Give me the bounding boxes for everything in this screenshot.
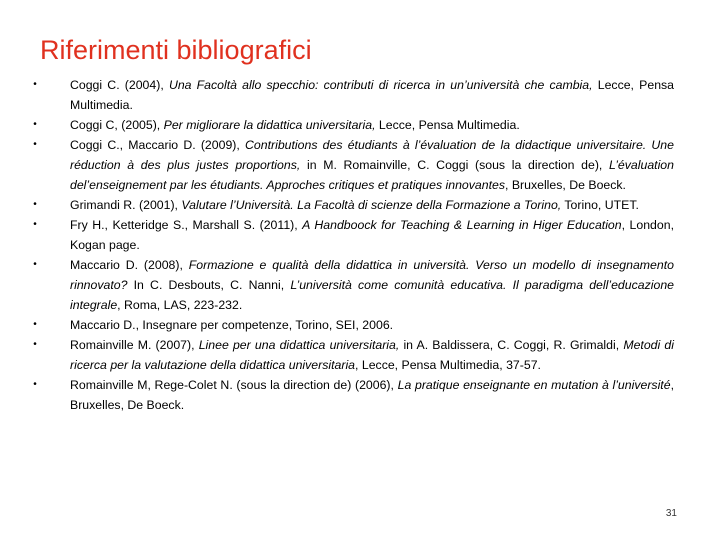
ref-publication: , London, Kogan page. <box>70 218 674 252</box>
ref-publication: , Bruxelles, De Boeck. <box>504 178 626 192</box>
ref-editors: In C. Desbouts, C. Nanni, <box>127 278 291 292</box>
ref-authors: Romainville M, Rege-Colet N. (sous la direction de) (2006), <box>70 378 398 392</box>
ref-publication: , Bruxelles, De Boeck. <box>70 378 674 412</box>
ref-authors: Fry H., Ketteridge S., Marshall S. (2011), <box>70 218 303 232</box>
reference-item <box>30 135 674 195</box>
ref-work-title: Valutare l’Università. La Facoltà di scienze della Formazione a Torino, <box>181 198 562 212</box>
reference-item <box>30 335 674 375</box>
bullet-icon: • <box>33 219 37 230</box>
bullet-icon: • <box>33 259 37 270</box>
bullet-icon: • <box>33 319 37 330</box>
reference-item <box>30 115 674 135</box>
reference-item <box>30 315 674 335</box>
ref-publication: Lecce, Pensa Multimedia. <box>375 118 520 132</box>
ref-authors: Coggi C, (2005), <box>70 118 164 132</box>
ref-publication: , Lecce, Pensa Multimedia, 37-57. <box>355 358 541 372</box>
ref-work-title: Contributions des étudiants à l’évaluation de la didactique universitaire. Une réduction à des plus justes proportions, <box>70 138 674 172</box>
ref-publication: , Roma, LAS, 223-232. <box>117 298 243 312</box>
page-number: 31 <box>665 508 677 519</box>
bullet-icon: • <box>33 339 37 350</box>
bullet-icon: • <box>33 139 37 150</box>
ref-authors: Romainville M. (2007), <box>70 338 199 352</box>
bullet-icon: • <box>33 119 37 130</box>
ref-text: Maccario D., Insegnare per competenze, Torino, SEI, 2006. <box>70 318 394 332</box>
reference-item <box>30 75 674 115</box>
reference-item <box>30 215 674 255</box>
ref-authors: Maccario D. (2008), <box>70 258 189 272</box>
ref-work-title: A Handboock for Teaching & Learning in Higer Education <box>302 218 622 232</box>
ref-authors: Coggi C. (2004), <box>70 78 169 92</box>
ref-work-title: Per migliorare la didattica universitaria, <box>163 118 376 132</box>
reference-item <box>30 195 674 215</box>
ref-work-title: La pratique enseignante en mutation à l’université <box>397 378 671 392</box>
ref-authors: Coggi C., Maccario D. (2009), <box>70 138 246 152</box>
reference-item <box>30 375 674 415</box>
ref-book-title: Metodi di ricerca per la valutazione della didattica universitaria <box>70 338 674 372</box>
ref-editors: in M. Romainville, C. Coggi (sous la direction de), <box>300 158 610 172</box>
bullet-icon: • <box>33 379 37 390</box>
ref-work-title: Linee per una didattica universitaria, <box>198 338 400 352</box>
bullet-icon: • <box>33 199 37 210</box>
ref-work-title: Formazione e qualità della didattica in università. Verso un modello di insegnamento rinnovato? <box>70 258 674 292</box>
reference-item <box>30 255 674 315</box>
ref-book-title: L’università come comunità educativa. Il paradigma dell’educazione integrale <box>70 278 674 312</box>
ref-book-title: L’évaluation del’enseignement par les étudiants. Approches critiques et pratiques innovantes <box>70 158 674 192</box>
bullet-icon: • <box>33 79 37 90</box>
ref-publication: Torino, UTET. <box>561 198 639 212</box>
ref-editors: in A. Baldissera, C. Coggi, R. Grimaldi, <box>399 338 624 352</box>
ref-work-title: Una Facoltà allo specchio: contributi di ricerca in un’università che cambia, <box>168 78 593 92</box>
ref-authors: Grimandi R. (2001), <box>70 198 182 212</box>
ref-publication: Lecce, Pensa Multimedia. <box>70 78 675 112</box>
reference-list <box>30 75 674 415</box>
slide-title: Riferimenti bibliografici <box>40 35 312 65</box>
